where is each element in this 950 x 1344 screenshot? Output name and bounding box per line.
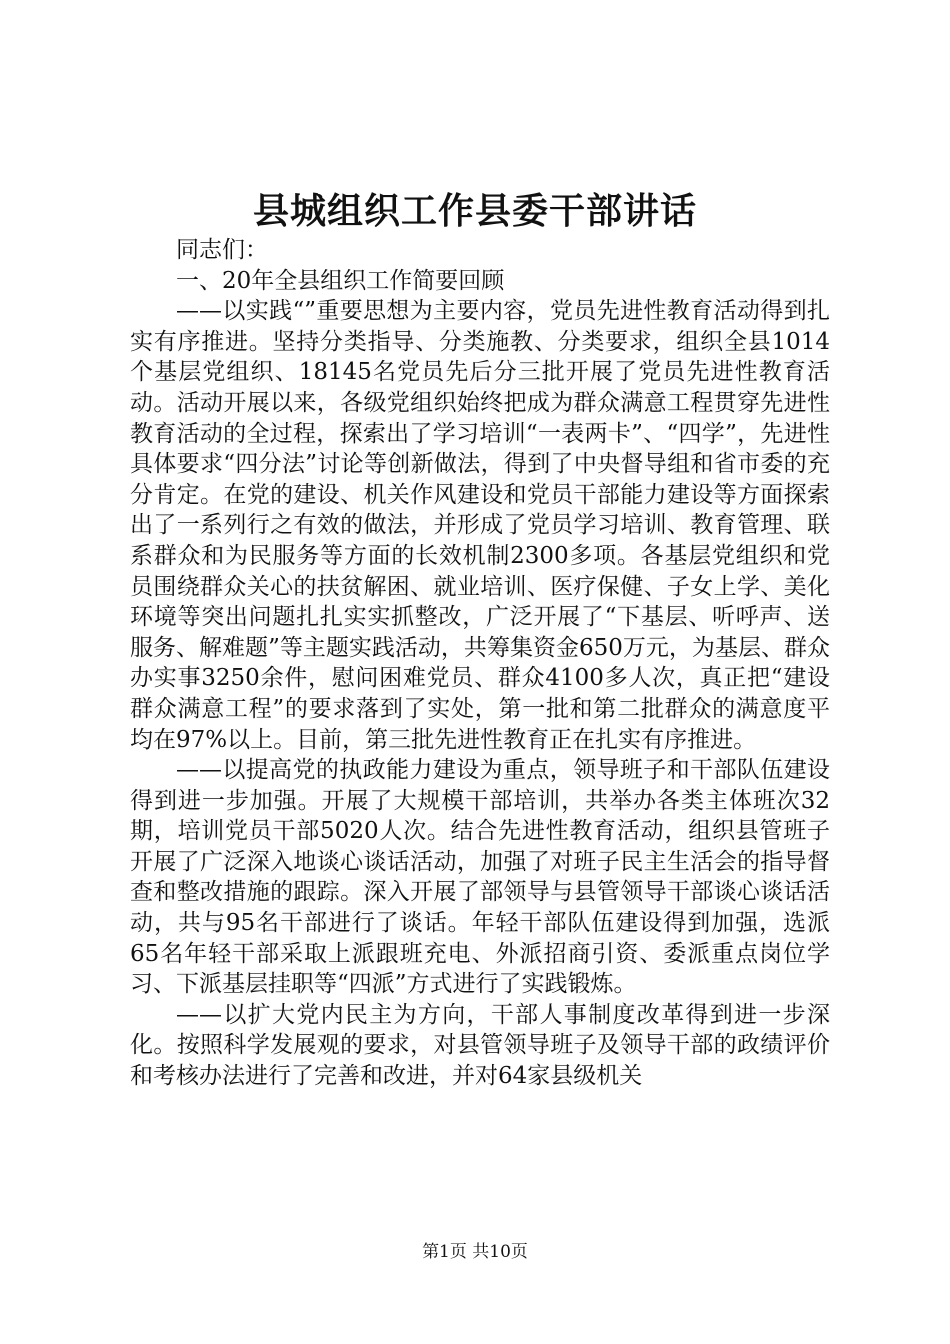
body-paragraph: ——以提高党的执政能力建设为重点，领导班子和干部队伍建设得到进一步加强。开展了大规模干部培训，共举办各类主体班次32期，培训党员干部5020人次。结合先进性教育活动，组织县管班子开展了广泛深入地谈心谈话活动，加强了对班子民主生活会的指导督查和整改措施的跟踪。深入开展了部领导与县管领导干部谈心谈话活动，共与95名干部进行了谈话。年轻干部队伍建设得到加强，选派65名年轻干部采取上派跟班充电、外派招商引资、委派重点岗位学习、下派基层挂职等“四派”方式进行了实践锻炼。: [130, 757, 830, 998]
section-heading: 一、20年全县组织工作简要回顾: [176, 267, 505, 294]
document-title: 县城组织工作县委干部讲话: [252, 190, 697, 232]
body-paragraph: ——以扩大党内民主为方向，干部人事制度改革得到进一步深化。按照科学发展观的要求，对县管领导班子及领导干部的政绩评价和考核办法进行了完善和改进，并对64家县级机关: [130, 1001, 830, 1090]
body-paragraph: ——以实践“”重要思想为主要内容，党员先进性教育活动得到扎实有序推进。坚持分类指导、分类施教、分类要求，组织全县1014个基层党组织、18145名党员先后分三批开展了党员先进性教育活动。活动开展以来，各级党组织始终把成为群众满意工程贯穿先进性教育活动的全过程，探索出了学习培训“一表两卡”、“四学”，先进性具体要求“四分法”讨论等创新做法，得到了中央督导组和省市委的充分肯定。在党的建设、机关作风建设和党员干部能力建设等方面探索出了一系列行之有效的做法，并形成了党员学习培训、教育管理、联系群众和为民服务等方面的长效机制2300多项。各基层党组织和党员围绕群众关心的扶贫解困、就业培训、医疗保健、子女上学、美化环境等突出问题扎扎实实抓整改，广泛开展了“下基层、听呼声、送服务、解难题”等主题实践活动，共筹集资金650万元，为基层、群众办实事3250余件，慰问困难党员、群众4100多人次，真正把“建设群众满意工程”的要求落到了实处，第一批和第二批群众的满意度平均在97%以上。目前，第三批先进性教育正在扎实有序推进。: [130, 298, 830, 753]
salutation: 同志们：: [176, 237, 268, 263]
page-number-footer: 第1页 共10页: [422, 1242, 528, 1262]
document-body: [130, 235, 830, 1092]
